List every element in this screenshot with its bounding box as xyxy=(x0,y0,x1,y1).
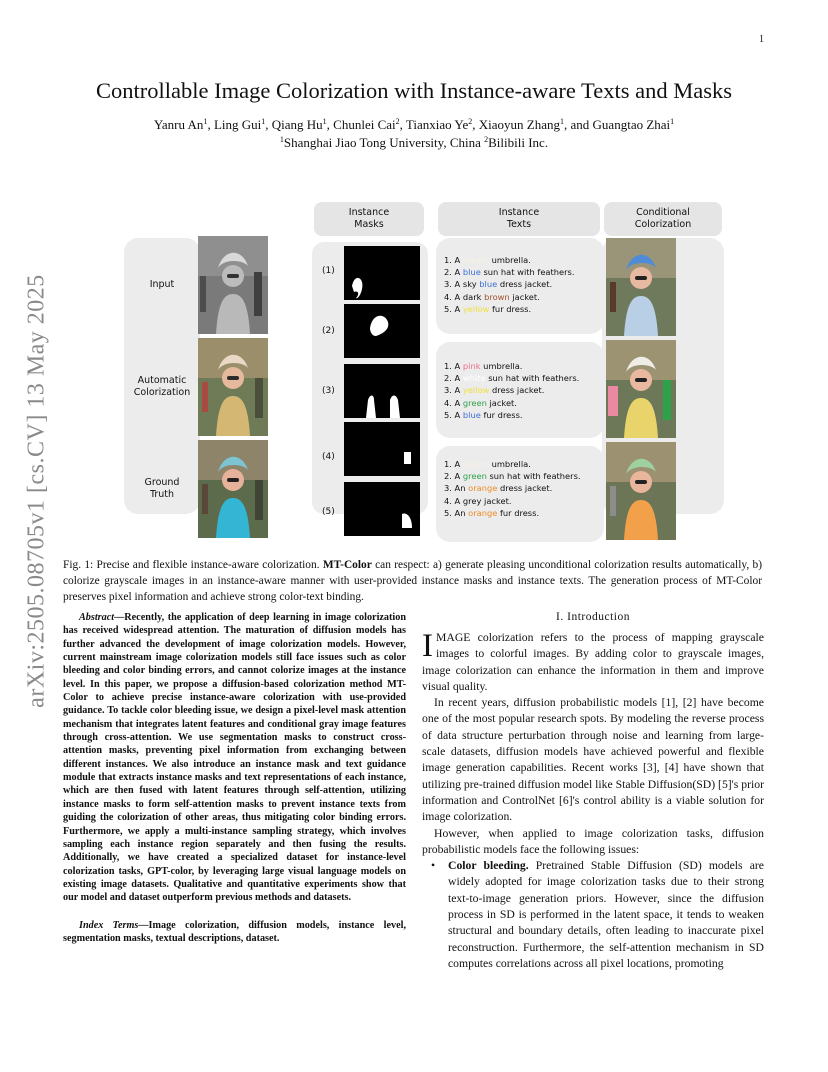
instance-color-word: blue xyxy=(462,267,481,278)
instance-text: 4. A xyxy=(444,397,463,408)
mask-number-5: (5) xyxy=(322,507,335,517)
author-affiliation-mark: 1 xyxy=(322,117,327,126)
instance-color-word: pink xyxy=(462,361,481,371)
mask-image-4 xyxy=(344,422,420,476)
header-instance-masks: Instance Masks xyxy=(314,202,424,236)
instance-text: 3. An xyxy=(444,483,469,494)
mask-image-5 xyxy=(344,482,420,536)
header-conditional-colorization: Conditional Colorization xyxy=(604,202,722,236)
instance-color-word: cream xyxy=(462,255,489,265)
instance-color-word: brown xyxy=(484,291,510,302)
automatic-colorization-photo xyxy=(198,338,268,436)
index-terms-text: Image colorization, diffusion models, instance level, segmentation masks, textual descriptions, dataset. xyxy=(63,919,406,944)
instance-text-list-2 xyxy=(444,360,614,421)
row-label-automatic: Automatic Colorization xyxy=(133,375,191,398)
instance-text: jacket. xyxy=(509,291,540,302)
instance-text: sun hat with feathers. xyxy=(480,267,575,278)
intro-paragraph-3: However, when applied to image colorization tasks, diffusion probabilistic models face the following issues: xyxy=(422,826,764,856)
author-affiliation-mark: 1 xyxy=(670,117,675,126)
caption-text: can respect: a) generate pleasing unconditional colorization results automatically, b) colorize grayscale images in an instance-aware manner with user-provided instance masks and instance texts. The generation process of MT-Color preserves pixel information and achieve strong color-text binding. xyxy=(63,559,763,603)
author-affiliation-mark: 1 xyxy=(261,117,266,126)
instance-text: sun hat with feathers. xyxy=(485,373,580,384)
arxiv-sidebar xyxy=(10,273,64,708)
author-affiliation-mark: 2 xyxy=(395,117,400,126)
instance-color-word: blue xyxy=(462,409,481,420)
instance-text: 5. A xyxy=(444,409,463,420)
instance-text: 2. A xyxy=(444,373,463,384)
intro-paragraph-2: In recent years, diffusion probabilistic models [1], [2] have become one of the most popular research spots. By modeling the reverse process of data structure perturbation through noise and learning from large-scale datasets, diffusion models have achieved powerful and flexible image generation capabilities. Recent works [3], [4] have shown that utilizing pre-trained diffusion model like Stable Diffusion(SD) [5]'s prior information and ControlNet [6]'s control ability is a viable solution for image colorization. xyxy=(422,696,764,824)
instance-text: 4. A dark xyxy=(444,291,485,302)
row-label-input: Input xyxy=(149,279,175,290)
author-name: Guangtao Zhai xyxy=(592,117,671,132)
instance-text: umbrella. xyxy=(480,361,523,371)
affiliation-mark: 2 xyxy=(484,135,489,144)
instance-text: umbrella. xyxy=(488,459,531,469)
mask-image-1 xyxy=(344,246,420,300)
mask-number-3: (3) xyxy=(322,386,335,396)
author-name: Ling Gui xyxy=(213,117,262,132)
figure-1 xyxy=(124,202,718,518)
instance-text-list-1 xyxy=(444,254,614,315)
input-gray-photo xyxy=(198,236,268,334)
drop-cap: I xyxy=(422,628,433,664)
author-name: Tianxiao Ye xyxy=(405,117,469,132)
row-label-ground-truth: Ground Truth xyxy=(144,477,180,500)
instance-text-list-3 xyxy=(444,458,614,519)
instance-text: 3. A sky xyxy=(444,279,480,290)
author-affiliation-mark: 1 xyxy=(203,117,208,126)
instance-text: 4. A grey jacket. xyxy=(444,495,512,506)
abstract: Abstract—Recently, the application of deep learning in image colorization has received widespread attention. The maturation of diffusion models has further advanced the development of image colorization models. However, current mainstream image colorization models still face issues such as color bleeding and color binding errors, and cannot colorize images at the instance level. In this paper, we propose a diffusion-based colorization method MT-Color to achieve precise instance-aware colorization with use-provided guidance. To tackle color bleeding issue, we design a pixel-level mask attention mechanism that integrates latent features and conditional gray image features through cross-attention. We use segmentation masks to construct cross-attention masks, preventing pixel information from exchanging between different instances. We also introduce an instance mask and text guidance module that extracts instance masks and text representations of each instance, which are then fused with latent features through self-attention, utilizing instance masks to form self-attention masks to prevent instance texts from guiding the colorization of other areas, thus mitigating color binding errors. Furthermore, we apply a multi-instance sampling strategy, which involves sampling each instance region separately and then fusing the results. Additionally, we have created a specialized dataset for instance-level colorization tasks, GPT-color, by leveraging large visual language models on existing image datasets. Qualitative and quantitative experiments show that our model and dataset outperform previous methods and datasets. xyxy=(63,612,406,904)
author-list: Yanru An$^1$, Ling Gui$^1$, Qiang Hu$^1$, Chunlei Cai$^2$, Tianxiao Ye$^2$, Xiaoyun Zhang$^1$, and Guangtao Zhai$^1$ xyxy=(153,117,675,132)
instance-text: dress jacket. xyxy=(489,385,545,396)
instance-text: fur dress. xyxy=(489,303,532,314)
instance-text: umbrella. xyxy=(488,255,531,265)
output-photo-2 xyxy=(606,340,676,438)
author-name: Chunlei Cai xyxy=(333,117,396,132)
instance-text: 3. A xyxy=(444,385,463,396)
instance-text: fur dress. xyxy=(480,409,523,420)
index-terms: Index Terms—Image colorization, diffusion models, instance level, segmentation masks, textual descriptions, dataset. xyxy=(63,919,406,944)
mask-number-4: (4) xyxy=(322,452,335,462)
output-photo-1 xyxy=(606,238,676,336)
intro-p1-text: MAGE colorization refers to the process of mapping grayscale images to colorful images. By adding color to grayscale images, image colorization can enhance the information in them and improve visual quality. xyxy=(422,631,764,693)
instance-text: 2. A xyxy=(444,471,463,482)
instance-color-word: white xyxy=(462,373,486,384)
author-affiliation-mark: 1 xyxy=(560,117,565,126)
bullet-marker: • xyxy=(431,859,436,873)
affiliations xyxy=(58,134,770,152)
author-affiliation-mark: 2 xyxy=(468,117,473,126)
ground-truth-photo xyxy=(198,440,268,538)
arxiv-identifier: arXiv:2505.08705v1 [cs.CV] 13 May 2025 xyxy=(23,273,50,708)
bullet-color-bleeding xyxy=(422,858,764,972)
caption-prefix: Fig. 1: Precise and flexible instance-aware colorization. xyxy=(63,559,323,571)
instance-color-word: orange xyxy=(468,483,498,494)
mask-image-2 xyxy=(344,304,420,358)
instance-text: jacket. xyxy=(486,397,517,408)
affiliation-name: Bilibili Inc. xyxy=(488,135,549,150)
instance-color-word: blue xyxy=(479,279,498,290)
header-instance-texts: Instance Texts xyxy=(438,202,600,236)
affiliation-name: Shanghai Jiao Tong University, China xyxy=(283,135,485,150)
paper-title: Controllable Image Colorization with Instance-aware Texts and Masks xyxy=(96,78,732,103)
instance-text: 1. A xyxy=(444,361,463,371)
instance-color-word: cream xyxy=(462,459,489,469)
author-name: Qiang Hu xyxy=(271,117,323,132)
instance-text: 1. A xyxy=(444,255,463,265)
mask-number-2: (2) xyxy=(322,326,335,336)
affiliation-mark: 1 xyxy=(279,135,284,144)
bullet-text: Pretrained Stable Diffusion (SD) models are widely adopted for image colorization tasks due to their strong text-to-image generation priors. However, since the diffusion process in SD is performed in the latent space, it tends to weaken structural and boundary details, often leading to inaccurate pixel reconstruction. Furthermore, the self-attention mechanism in SD computes correlations across all pixel locations, promoting xyxy=(448,859,764,970)
section-title-introduction: I. Introduction xyxy=(556,611,630,623)
abstract-label: Abstract xyxy=(79,612,115,623)
instance-text: dress jacket. xyxy=(497,279,553,290)
instance-text: sun hat with feathers. xyxy=(486,471,581,482)
bullet-term: Color bleeding. xyxy=(448,859,529,873)
abstract-text: Recently, the application of deep learning in image colorization has received widespread attention. The maturation of diffusion models has further advanced the development of image colorization models. However, current mainstream image colorization models still face issues such as color bleeding and color binding errors, and cannot colorize images at the instance level. In this paper, we propose a diffusion-based colorization method MT-Color to achieve precise instance-aware colorization with use-provided guidance. To tackle color bleeding issue, we design a pixel-level mask attention mechanism that integrates latent features and conditional gray image features through cross-attention. We use segmentation masks to construct cross-attention masks, preventing pixel information from exchanging between different instances. We also introduce an instance mask and text guidance module that extracts instance masks and text representations of each instance, which are then fused with latent features through self-attention, utilizing instance masks to form self-attention masks to prevent instance texts from guiding the colorization of other areas, thus mitigating color binding errors. Furthermore, we apply a multi-instance sampling strategy, which involves sampling each instance region separately and then fusing the results. Additionally, we have created a specialized dataset for instance-level colorization tasks, GPT-color, by leveraging large visual language models on existing image datasets. Qualitative and quantitative experiments show that our model and dataset outperform previous methods and datasets. xyxy=(63,612,406,904)
right-column xyxy=(422,608,764,972)
instance-color-word: yellow xyxy=(462,385,490,396)
figure-caption xyxy=(63,557,762,605)
left-column xyxy=(63,611,406,945)
caption-bold-method: MT-Color xyxy=(322,559,372,571)
instance-color-word: orange xyxy=(468,507,498,518)
author-name: Xiaoyun Zhang xyxy=(478,117,561,132)
page-number: 1 xyxy=(759,34,764,45)
mask-number-1: (1) xyxy=(322,266,335,276)
instance-color-word: green xyxy=(462,471,487,482)
mask-image-3 xyxy=(344,364,420,418)
instance-text: 2. A xyxy=(444,267,463,278)
intro-paragraph-1 xyxy=(422,630,764,695)
index-terms-label: Index Terms xyxy=(79,919,139,931)
instance-text: fur dress. xyxy=(497,507,540,518)
author-name: Yanru An xyxy=(153,117,204,132)
instance-color-word: yellow xyxy=(462,303,490,314)
instance-text: dress jacket. xyxy=(497,483,553,494)
instance-text: 5. An xyxy=(444,507,469,518)
instance-text: 1. A xyxy=(444,459,463,469)
instance-text: 5. A xyxy=(444,303,463,314)
output-photo-3 xyxy=(606,442,676,540)
instance-color-word: green xyxy=(462,397,487,408)
